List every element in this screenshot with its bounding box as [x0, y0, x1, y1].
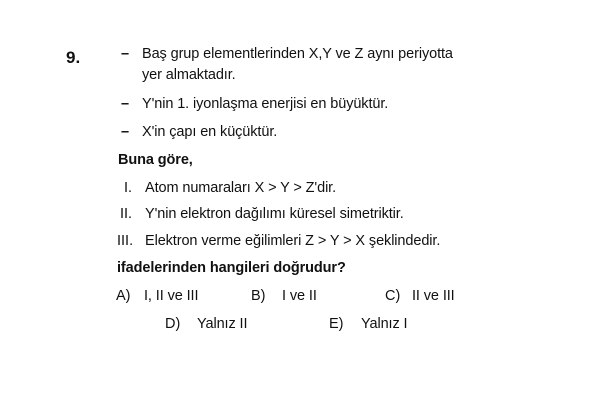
premise-3-text: X'in çapı en küçüktür. — [142, 124, 278, 140]
statement-3-numeral: III. — [117, 233, 134, 249]
question-number: 9. — [66, 48, 81, 67]
option-b-text[interactable]: I ve II — [282, 288, 317, 304]
premise-1-line-2: yer almaktadır. — [142, 67, 236, 83]
option-a-text[interactable]: I, II ve III — [144, 288, 199, 304]
statement-1-text: Atom numaraları X > Y > Z'dir. — [145, 180, 337, 196]
option-e-letter[interactable]: E) — [329, 316, 344, 332]
premise-1-marker: – — [121, 46, 130, 62]
option-b-letter[interactable]: B) — [251, 288, 266, 304]
option-c-letter[interactable]: C) — [385, 288, 401, 304]
option-e-text[interactable]: Yalnız I — [361, 316, 408, 332]
option-d-letter[interactable]: D) — [165, 316, 181, 332]
premise-2-marker: – — [121, 96, 130, 112]
lead-text: Buna göre, — [118, 152, 193, 168]
premise-2-text: Y'nin 1. iyonlaşma enerjisi en büyüktür. — [142, 96, 389, 112]
statement-2-text: Y'nin elektron dağılımı küresel simetriktir. — [145, 206, 404, 222]
prompt-text: ifadelerinden hangileri doğrudur? — [117, 260, 346, 276]
premise-3-marker: – — [121, 124, 130, 140]
option-d-text[interactable]: Yalnız II — [197, 316, 248, 332]
premise-1-line-1: Baş grup elementlerinden X,Y ve Z aynı periyotta — [142, 46, 453, 62]
statement-1-numeral: I. — [124, 180, 133, 196]
statement-3-text: Elektron verme eğilimleri Z > Y > X şeklindedir. — [145, 233, 441, 249]
option-a-letter[interactable]: A) — [116, 288, 131, 304]
option-c-text[interactable]: II ve III — [412, 288, 455, 304]
statement-2-numeral: II. — [120, 206, 133, 222]
